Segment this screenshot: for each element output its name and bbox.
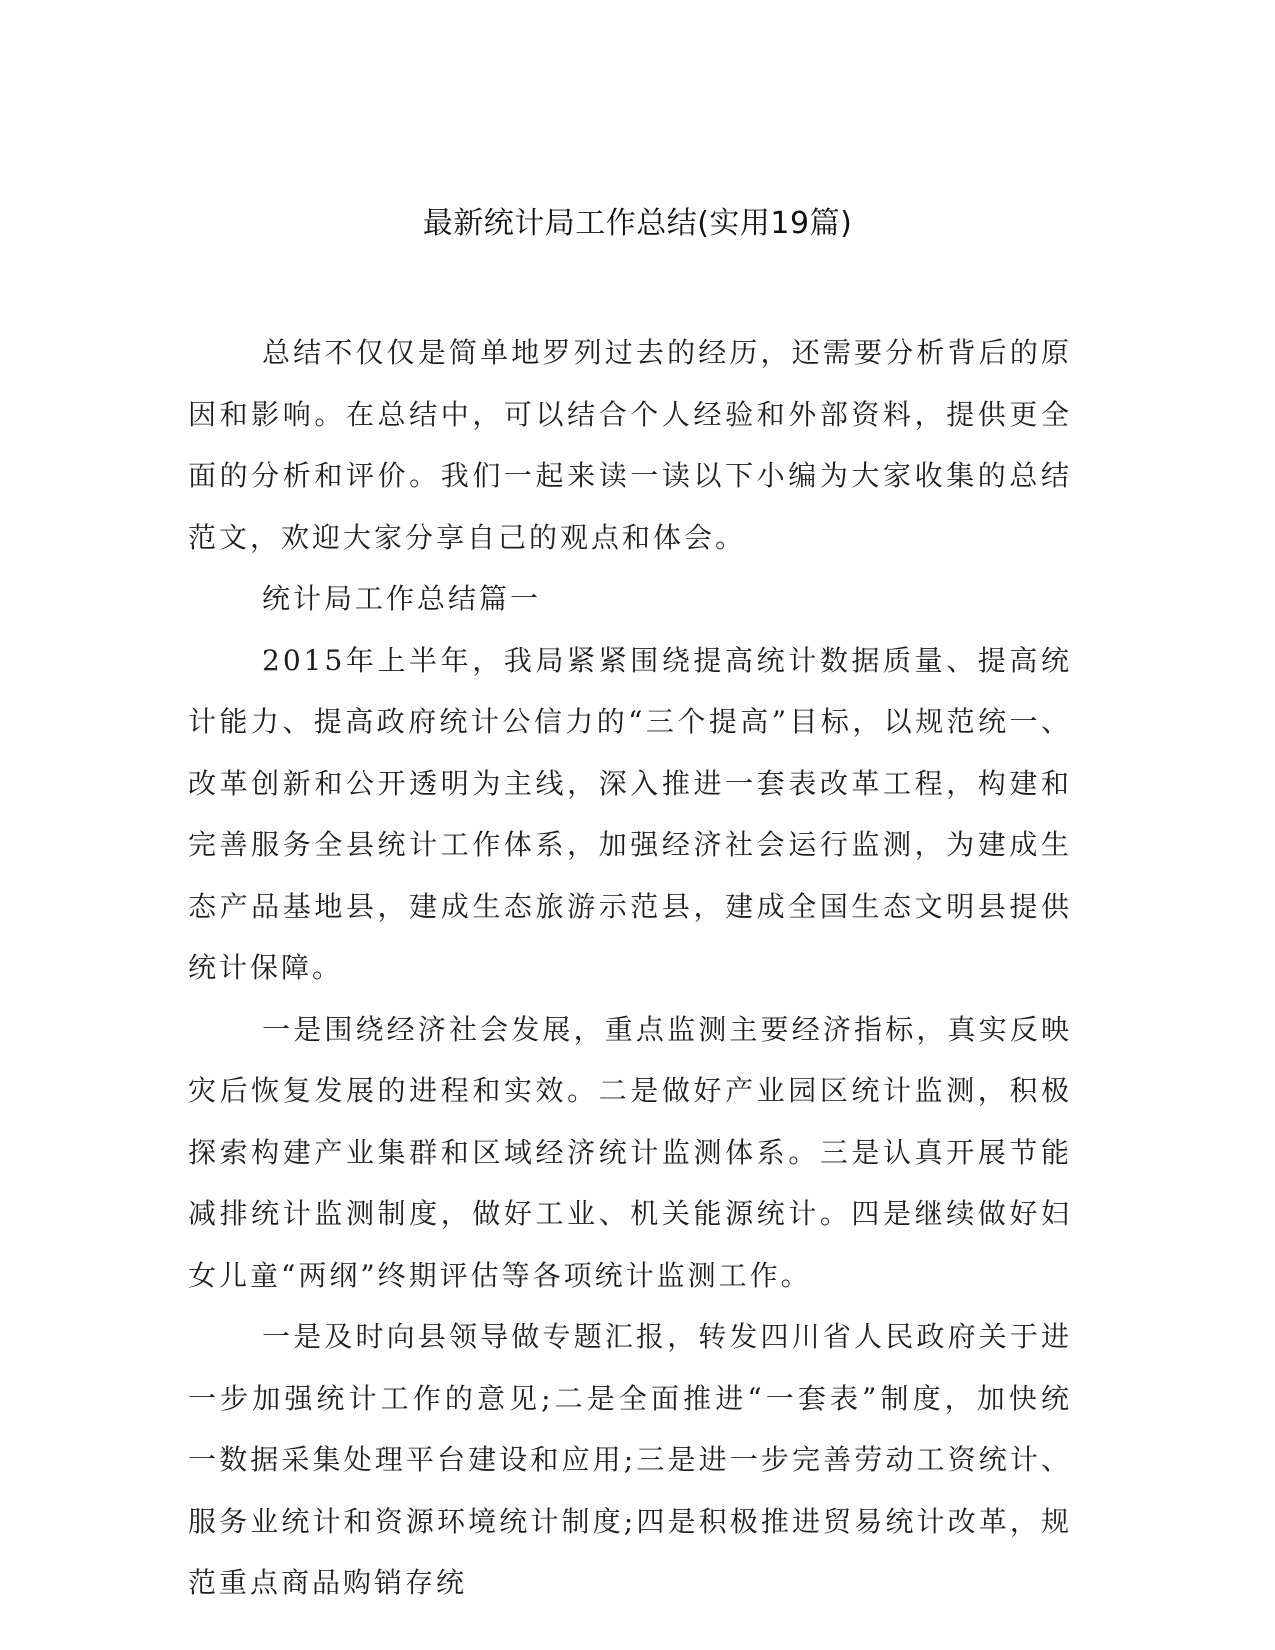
body-paragraph: 一是及时向县领导做专题汇报，转发四川省人民政府关于进一步加强统计工作的意见;二是全面推进“一套表”制度，加快统一数据采集处理平台建设和应用;三是进一步完善劳动工资统计、服务业统计和资源环境统计制度;四是积极推进贸易统计改革，规范重点商品购销存统 [188, 1320, 1072, 1599]
document-body [188, 322, 1072, 1614]
section-heading: 统计局工作总结篇一 [262, 582, 542, 615]
document-title: 最新统计局工作总结(实用19篇) [422, 206, 853, 241]
body-paragraph: 一是围绕经济社会发展，重点监测主要经济指标，真实反映灾后恢复发展的进程和实效。二是做好产业园区统计监测，积极探索构建产业集群和区域经济统计监测体系。三是认真开展节能减排统计监测制度，做好工业、机关能源统计。四是继续做好妇女儿童“两纲”终期评估等各项统计监测工作。 [188, 1012, 1072, 1292]
body-paragraph: 2015年上半年，我局紧紧围绕提高统计数据质量、提高统计能力、提高政府统计公信力的“三个提高”目标，以规范统一、改革创新和公开透明为主线，深入推进一套表改革工程，构建和完善服务全县统计工作体系，加强经济社会运行监测，为建成生态产品基地县，建成生态旅游示范县，建成全国生态文明县提供统计保障。 [188, 643, 1072, 984]
intro-paragraph: 总结不仅仅是简单地罗列过去的经历，还需要分析背后的原因和影响。在总结中，可以结合个人经验和外部资料，提供更全面的分析和评价。我们一起来读一读以下小编为大家收集的总结范文，欢迎大家分享自己的观点和体会。 [188, 336, 1072, 554]
